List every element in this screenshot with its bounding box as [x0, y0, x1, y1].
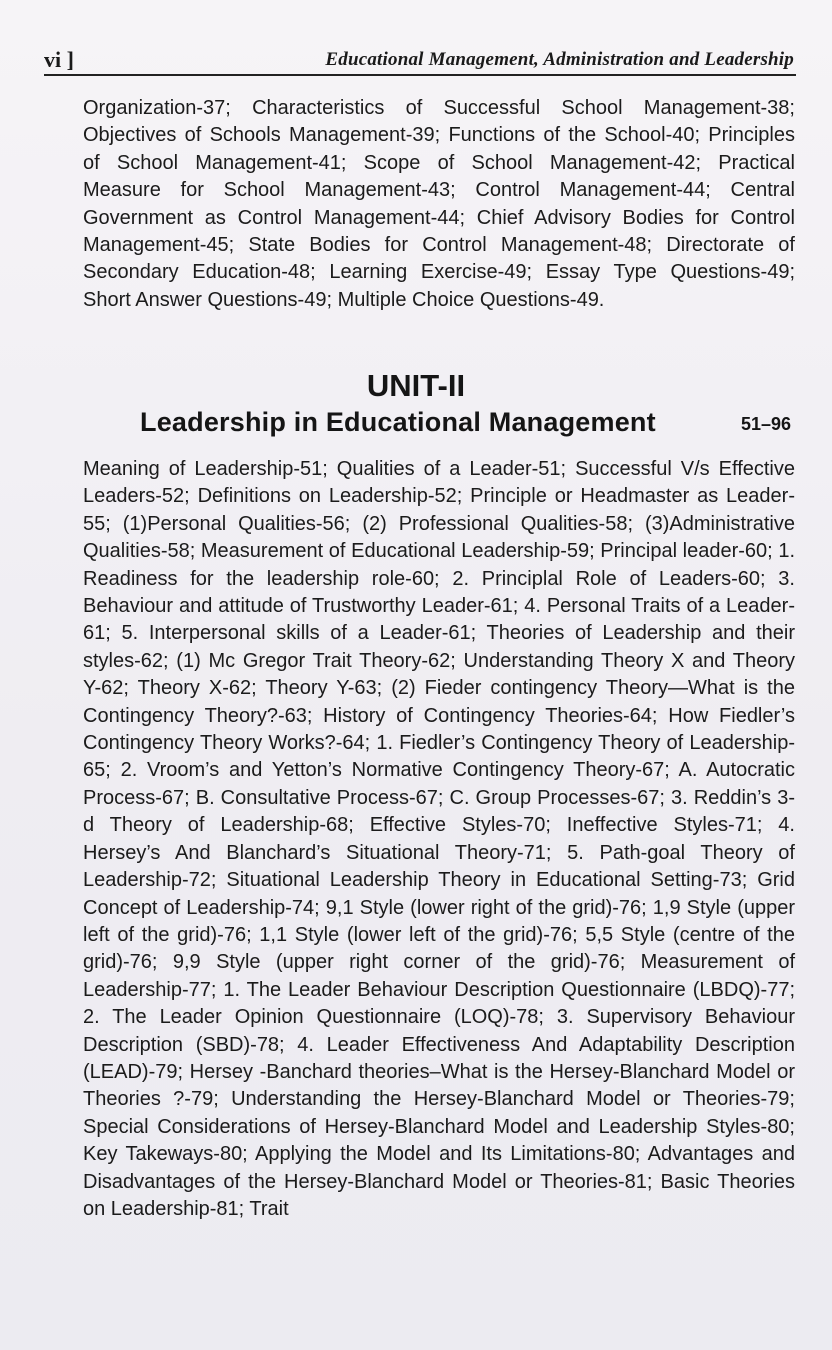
- running-title: Educational Management, Administration and Leadership: [325, 49, 794, 70]
- chapter-heading: [83, 407, 795, 443]
- chapter-title: Leadership in Educational Management: [140, 407, 656, 437]
- running-header: [44, 44, 796, 76]
- chapter-page-range: 51–96: [740, 414, 791, 434]
- page-number: vi ]: [44, 47, 74, 72]
- unit-one-contents-entries: Organization-37; Characteristics of Successful School Management-38; Objectives of Schools Management-39; Functions of the School-40; Principles of School Management-41; Scope of School Management-42; Practical Measure for School Management-43; Control Management-44; Central Government as Control Management-44; Chief Advisory Bodies for Control Management-45; State Bodies for Control Management-48; Directorate of Secondary Education-48; Learning Exercise-49; Essay Type Questions-49; Short Answer Questions-49; Multiple Choice Questions-49.: [83, 97, 795, 311]
- unit-heading: UNIT-II: [366, 368, 466, 403]
- unit-two-contents-entries: Meaning of Leadership-51; Qualities of a Leader-51; Successful V/s Effective Leaders-52; Definitions on Leadership-52; Principle or Headmaster as Leader-55; (1)Personal Qualities-56; (2) Professional Qualities-58; (3)Administrative Qualities-58; Measurement of Educational Leadership-59; Principal leader-60; 1. Readiness for the leadership role-60; 2. Principlal Role of Leaders-60; 3. Behaviour and attitude of Trustworthy Leader-61; 4. Personal Traits of a Leader-61; 5. Interpersonal skills of a Leader-61; Theories of Leadership and their styles-62; (1) Mc Gregor Trait Theory-62; Understanding Theory X and Theory Y-62; Theory X-62; Theory Y-63; (2) Fieder contingency Theory—What is the Contingency Theory?-63; History of Contingency Theories-64; How Fiedler’s Contingency Theory Works?-64; 1. Fiedler’s Contingency Theory of Leadership-65; 2. Vroom’s and Yetton’s Normative Contingency Theory-67; A. Autocratic Process-67; B. Consultative Process-67; C. Group Processes-67; 3. Reddin’s 3-d Theory of Leadership-68; Effective Styles-70; Ineffective Styles-71; 4. Hersey’s And Blanchard’s Situational Theory-71; 5. Path-goal Theory of Leadership-72; Situational Leadership Theory in Educational Setting-73; Grid Concept of Leadership-74; 9,1 Style (lower right of the grid)-76; 1,9 Style (upper left of the grid)-76; 1,1 Style (lower left of the grid)-76; 5,5 Style (centre of the grid)-76; 9,9 Style (upper right corner of the grid)-76; Measurement of Leadership-77; 1. The Leader Behaviour Description Questionnaire (LBDQ)-77; 2. The Leader Opinion Questionnaire (LOQ)-78; 3. Supervisory Behaviour Description (SBD)-78; 4. Leader Effectiveness And Adaptability Description (LEAD)-79; Hersey -Banchard theories–What is the Hersey-Blanchard Model or Theories ?-79; Understanding the Hersey-Blanchard Model or Theories-79; Special Considerations of Hersey-Blanchard Model and Leadership Styles-80; Key Takeways-80; Applying the Model and Its Limitations-80; Advantages and Disadvantages of the Hersey-Blanchard Model or Theories-81; Basic Theories on Leadership-81; Trait: [83, 458, 795, 1220]
